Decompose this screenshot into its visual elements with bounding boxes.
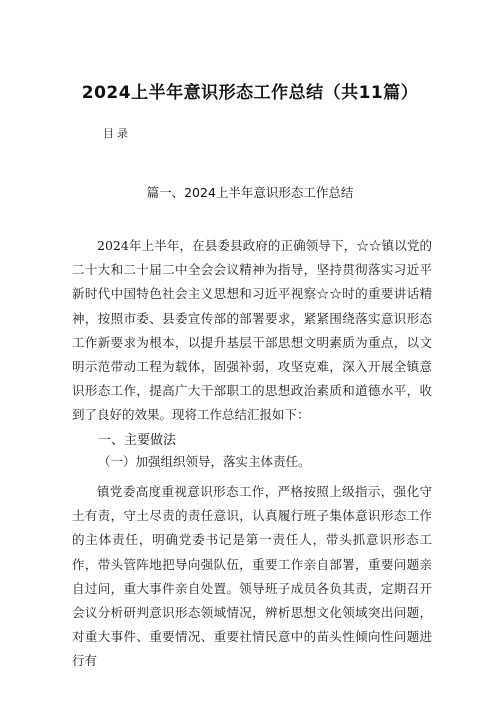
paragraph-text: 镇党委高度重视意识形态工作，严格按照上级指示，强化守土有责，守土尽责的责任意识，认真履行班子集体意识形态工作的主体责任，明确党委书记是第一责任人，带头抓意识形态工作，带头管阵地把导向强队伍，重要工作亲自部署，重要问题亲自过问，重大事件亲自处置。领导班子成员各负其责，定期召开会议分析研判意识形态领域情况，辨析思想文化领域突出问题，对重大事件、重要情况、重要社情民意中的苗头性倾向性问题进行有 (72, 484, 432, 669)
paragraph-text: 2024年上半年，在县委县政府的正确领导下，☆☆镇以党的二十大和二十届二中全会会议精神为指导，坚持贯彻落实习近平新时代中国特色社会主义思想和习近平视察☆☆时的重要讲话精神，按照市委、县委宣传部的部署要求，紧紧围绕落实意识形态工作新要求为根本，以提升基层干部思想文明素质为重点，以文明示范带动工程为载体，固强补弱，攻坚克难，深入开展全镇意识形态工作，提高广大干部职工的思想政治素质和道德水平，收到了良好的效果。现将工作总结汇报如下： (72, 238, 432, 423)
section-heading: 一、主要做法 (98, 433, 177, 448)
toc-label: 目录 (103, 127, 131, 140)
chapter-title: 篇一、2024上半年意识形态工作总结 (146, 185, 354, 200)
sub-heading: （一）加强组织领导，落实主体责任。 (98, 454, 311, 469)
body-paragraph-leadership (72, 480, 432, 674)
document-title: 2024上半年意识形态工作总结（共11篇） (81, 83, 419, 103)
body-paragraph-intro (72, 234, 432, 428)
